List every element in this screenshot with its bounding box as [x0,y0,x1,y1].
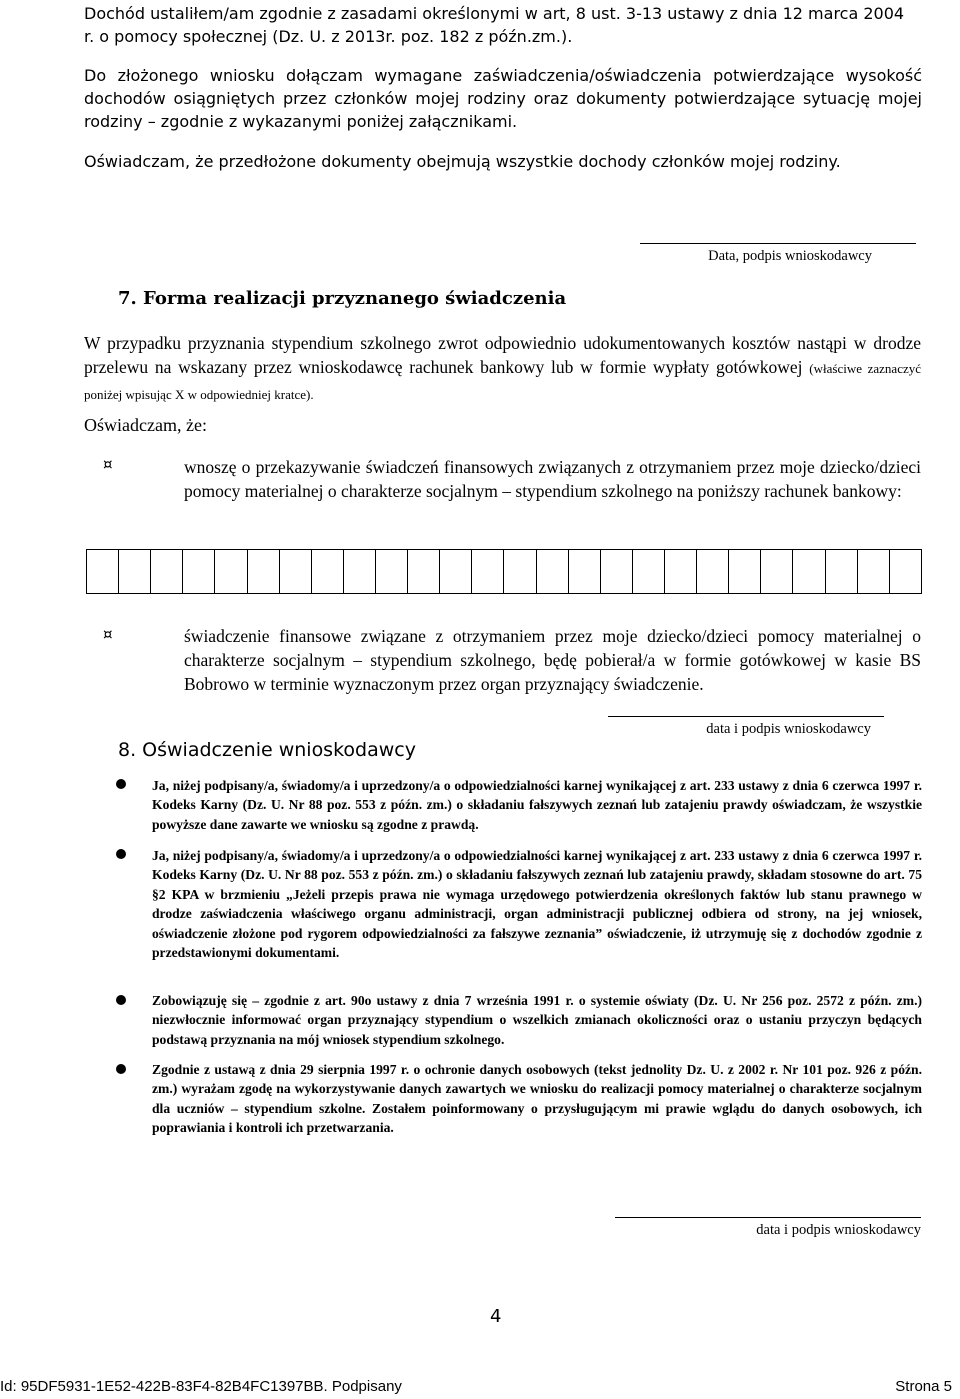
account-digit-cell[interactable] [697,550,729,593]
signature-label-section-7: data i podpis wnioskodawcy [706,721,871,737]
footer-document-id: Id: 95DF5931-1E52-422B-83F4-82B4FC1397BB. Podpisany [0,1378,402,1395]
bullet-icon [116,779,126,789]
declaration-item: Ja, niżej podpisany/a, świadomy/a i uprzedzony/a o odpowiedzialności karnej wynikającej z art. 233 ustawy z dnia 6 czerwca 1997 r. Kodeks Karny (Dz. U. Nr 88 poz. 553 z późn. zm.) o składaniu fałszywych zeznań lub zatajeniu prawdy, składam stosowne do art. 75 §2 KPA w brzmieniu „Jeżeli przepis prawa nie wymaga urzędowego potwierdzenia określonych faktów lub stanu prawnego w drodze zaświadczenia właściwego organu administracji, organ administracji publicznej odbiera od strony, na jej wniosek, oświadczenie złożone pod rygorem odpowiedzialności za fałszywe zeznania” oświadczenie, iż utrzymuję się z dochodów zgodnie z przedstawionymi dokumentami. [152,848,922,961]
account-digit-cell[interactable] [248,550,280,593]
section-8-heading: 8. Oświadczenie wnioskodawcy [118,739,416,761]
option-2-marker[interactable]: ¤ [103,625,113,643]
account-digit-cell[interactable] [280,550,312,593]
account-digit-cell[interactable] [569,550,601,593]
account-digit-cell[interactable] [890,550,921,593]
section-7-body [84,331,921,407]
account-digit-cell[interactable] [665,550,697,593]
account-digit-cell[interactable] [151,550,183,593]
account-digit-cell[interactable] [729,550,761,593]
account-digit-cell[interactable] [344,550,376,593]
account-digit-cell[interactable] [633,550,665,593]
attachments-paragraph: Do złożonego wniosku dołączam wymagane zaświadczenia/oświadczenia potwierdzające wysokość dochodów osiągniętych przez członków mojej rodziny oraz dokumenty potwierdzające sytuację mojej rodziny – zgodnie z wykazanymi poniżej załącznikami. [84,66,922,131]
account-digit-cell[interactable] [601,550,633,593]
section-7-body-note: (właściwe zaznaczyć poniżej wpisując X w odpowiedniej kratce). [84,361,922,402]
signature-line-section-7 [608,716,884,717]
signature-line-top [640,243,916,244]
account-digit-cell[interactable] [761,550,793,593]
option-1-bank-transfer: wnoszę o przekazywanie świadczeń finansowych związanych z otrzymaniem przez moje dziecko/dzieci pomocy materialnej o charakterze socjalnym – stypendium szkolnego na poniższy rachunek bankowy: [184,457,921,501]
page-number: 4 [490,1306,502,1327]
account-digit-cell[interactable] [376,550,408,593]
account-digit-cell[interactable] [793,550,825,593]
account-digit-cell[interactable] [215,550,247,593]
account-digit-cell[interactable] [504,550,536,593]
option-2-cash: świadczenie finansowe związane z otrzymaniem przez moje dziecko/dzieci pomocy materialnej o charakterze socjalnym – stypendium szkolnego, będę pobierał/a w formie gotówkowej w kasie BS Bobrowo w terminie wyznaczonym przez organ przyznający świadczenie. [184,626,921,694]
footer-page-label: Strona 5 [895,1378,952,1395]
documents-declaration: Oświadczam, że przedłożone dokumenty obejmują wszystkie dochody członków mojej rodziny. [84,152,841,171]
bullet-icon [116,849,126,859]
signature-line-section-8 [615,1217,921,1218]
account-digit-cell[interactable] [87,550,119,593]
declaration-item: Zobowiązuję się – zgodnie z art. 90o ustawy z dnia 7 września 1991 r. o systemie oświaty (Dz. U. Nr 256 poz. 2572 z późn. zm.) niezwłocznie informować organ przyznający stypendium o wszelkich zmianach okoliczności oraz o ustaniu przyczyn będących podstawą przyznania na mój wniosek stypendium szkolnego. [152,993,922,1047]
bank-account-number-field[interactable] [86,549,922,594]
account-digit-cell[interactable] [408,550,440,593]
section-7-heading: 7. Forma realizacji przyznanego świadczenia [118,288,567,309]
declaration-item: Ja, niżej podpisany/a, świadomy/a i uprzedzony/a o odpowiedzialności karnej wynikającej z art. 233 ustawy z dnia 6 czerwca 1997 r. Kodeks Karny (Dz. U. Nr 88 poz. 553 z późn. zm.) o składaniu fałszywych zeznań lub zatajeniu prawdy oświadczam, że wszystkie powyższe dane zawarte we wniosku są zgodne z prawdą. [152,778,922,832]
account-digit-cell[interactable] [472,550,504,593]
account-digit-cell[interactable] [826,550,858,593]
option-1-marker[interactable]: ¤ [103,455,113,473]
income-statement-line-1: Dochód ustaliłem/am zgodnie z zasadami określonymi w art, 8 ust. 3-13 ustawy z dnia 12 marca 2004 [84,4,905,23]
signature-label-section-8: data i podpis wnioskodawcy [756,1222,921,1238]
account-digit-cell[interactable] [312,550,344,593]
bullet-icon [116,1064,126,1074]
income-statement-line-2: r. o pomocy społecznej (Dz. U. z 2013r. poz. 182 z późn.zm.). [84,27,573,46]
section-7-body-text: W przypadku przyznania stypendium szkolnego zwrot odpowiednio udokumentowanych kosztów nastąpi w drodze przelewu na wskazany przez wnioskodawcę rachunek bankowy lub w formie wypłaty gotówkowej [84,333,921,377]
bullet-icon [116,995,126,1005]
account-digit-cell[interactable] [119,550,151,593]
account-digit-cell[interactable] [440,550,472,593]
account-digit-cell[interactable] [858,550,890,593]
account-digit-cell[interactable] [537,550,569,593]
section-7-declare: Oświadczam, że: [84,415,207,435]
account-digit-cell[interactable] [183,550,215,593]
declaration-item: Zgodnie z ustawą z dnia 29 sierpnia 1997 r. o ochronie danych osobowych (tekst jednolity Dz. U. z 2002 r. Nr 101 poz. 926 z późn. zm.) wyrażam zgodę na wykorzystywanie danych zawartych we wniosku do realizacji pomocy materialnej o charakterze socjalnym dla uczniów – stypendium szkolne. Zostałem poinformowany o przysługującym mi prawie wglądu do danych osobowych, ich poprawiania i kontroli ich przetwarzania. [152,1062,922,1136]
signature-label-top: Data, podpis wnioskodawcy [708,248,872,264]
